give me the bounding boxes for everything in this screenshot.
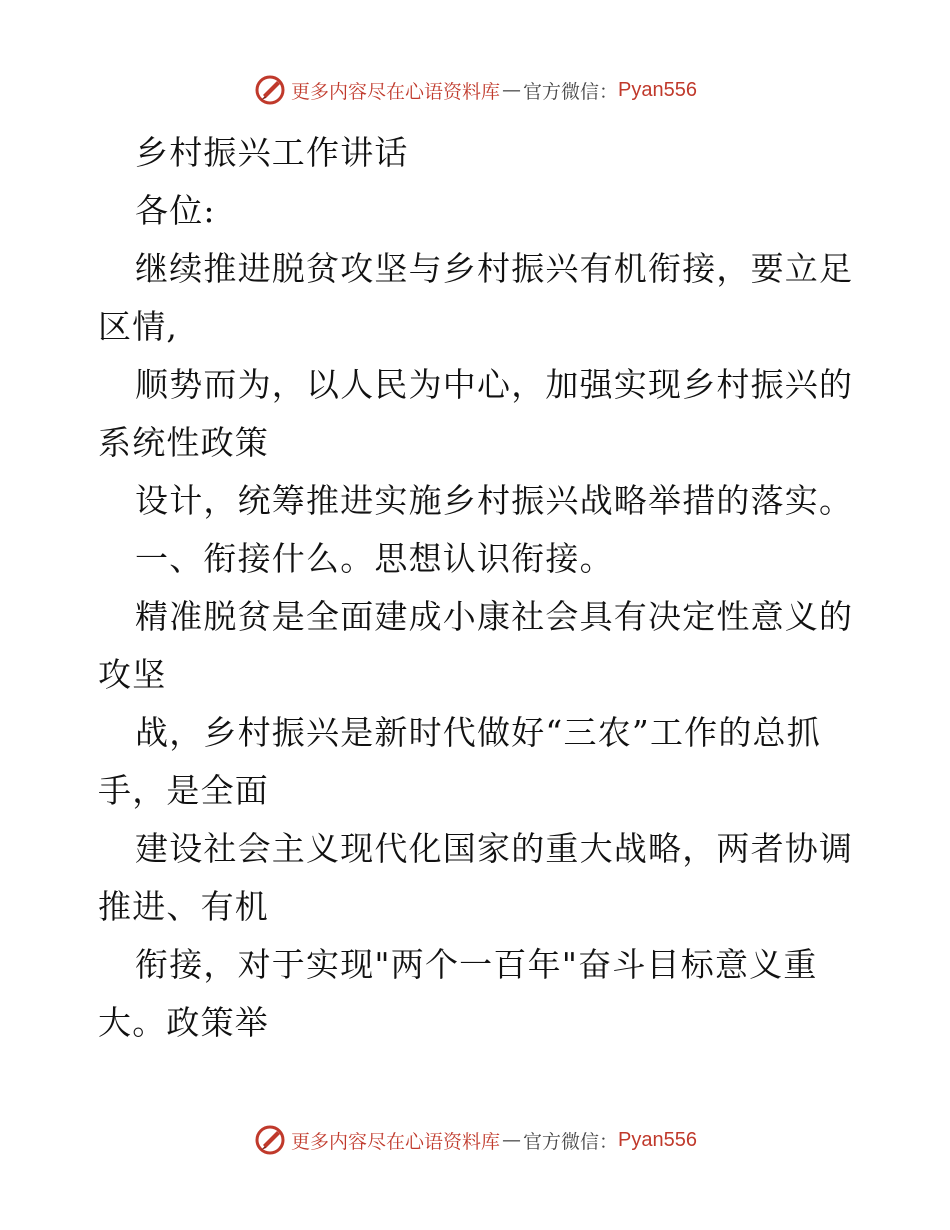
banner-separator: — xyxy=(502,79,522,101)
page-title: 乡村振兴工作讲话 xyxy=(135,133,409,172)
text-line: 衔接，对于实现"两个一百年"奋斗目标意义重 xyxy=(135,945,818,984)
text-line: 大。政策举 xyxy=(98,1003,269,1042)
text-line: 继续推进脱贫攻坚与乡村振兴有机衔接，要立足 xyxy=(135,249,854,288)
text-line: 设计，统筹推进实施乡村振兴战略举措的落实。 xyxy=(135,481,854,520)
text-line: 系统性政策 xyxy=(98,423,269,462)
wechat-id: Pyan556 xyxy=(618,1128,697,1151)
text-line: 手，是全面 xyxy=(98,771,269,810)
footer-banner xyxy=(0,1120,950,1160)
header-banner xyxy=(0,70,950,110)
banner-text: 更多内容尽在心语资料库 xyxy=(291,1130,501,1153)
text-line: 精准脱贫是全面建成小康社会具有决定性意义的 xyxy=(135,597,854,636)
text-line: 攻坚 xyxy=(98,655,167,694)
banner-text: 更多内容尽在心语资料库 xyxy=(291,80,501,103)
wechat-id: Pyan556 xyxy=(618,78,697,101)
brand-logo-icon xyxy=(253,1123,287,1157)
brand-logo-icon xyxy=(253,73,287,107)
wechat-label: 官方微信： xyxy=(523,1130,619,1153)
wechat-label: 官方微信： xyxy=(523,80,619,103)
greeting: 各位: xyxy=(135,191,216,230)
document-body xyxy=(98,124,858,1052)
text-line: 推进、有机 xyxy=(98,887,269,926)
text-line: 战，乡村振兴是新时代做好“三农”工作的总抓 xyxy=(135,713,821,752)
text-line: 建设社会主义现代化国家的重大战略，两者协调 xyxy=(135,829,854,868)
text-line: 顺势而为，以人民为中心，加强实现乡村振兴的 xyxy=(135,365,854,404)
banner-separator: — xyxy=(502,1129,522,1151)
section-heading: 一、衔接什么。思想认识衔接。 xyxy=(135,539,614,578)
text-line: 区情, xyxy=(98,307,179,346)
